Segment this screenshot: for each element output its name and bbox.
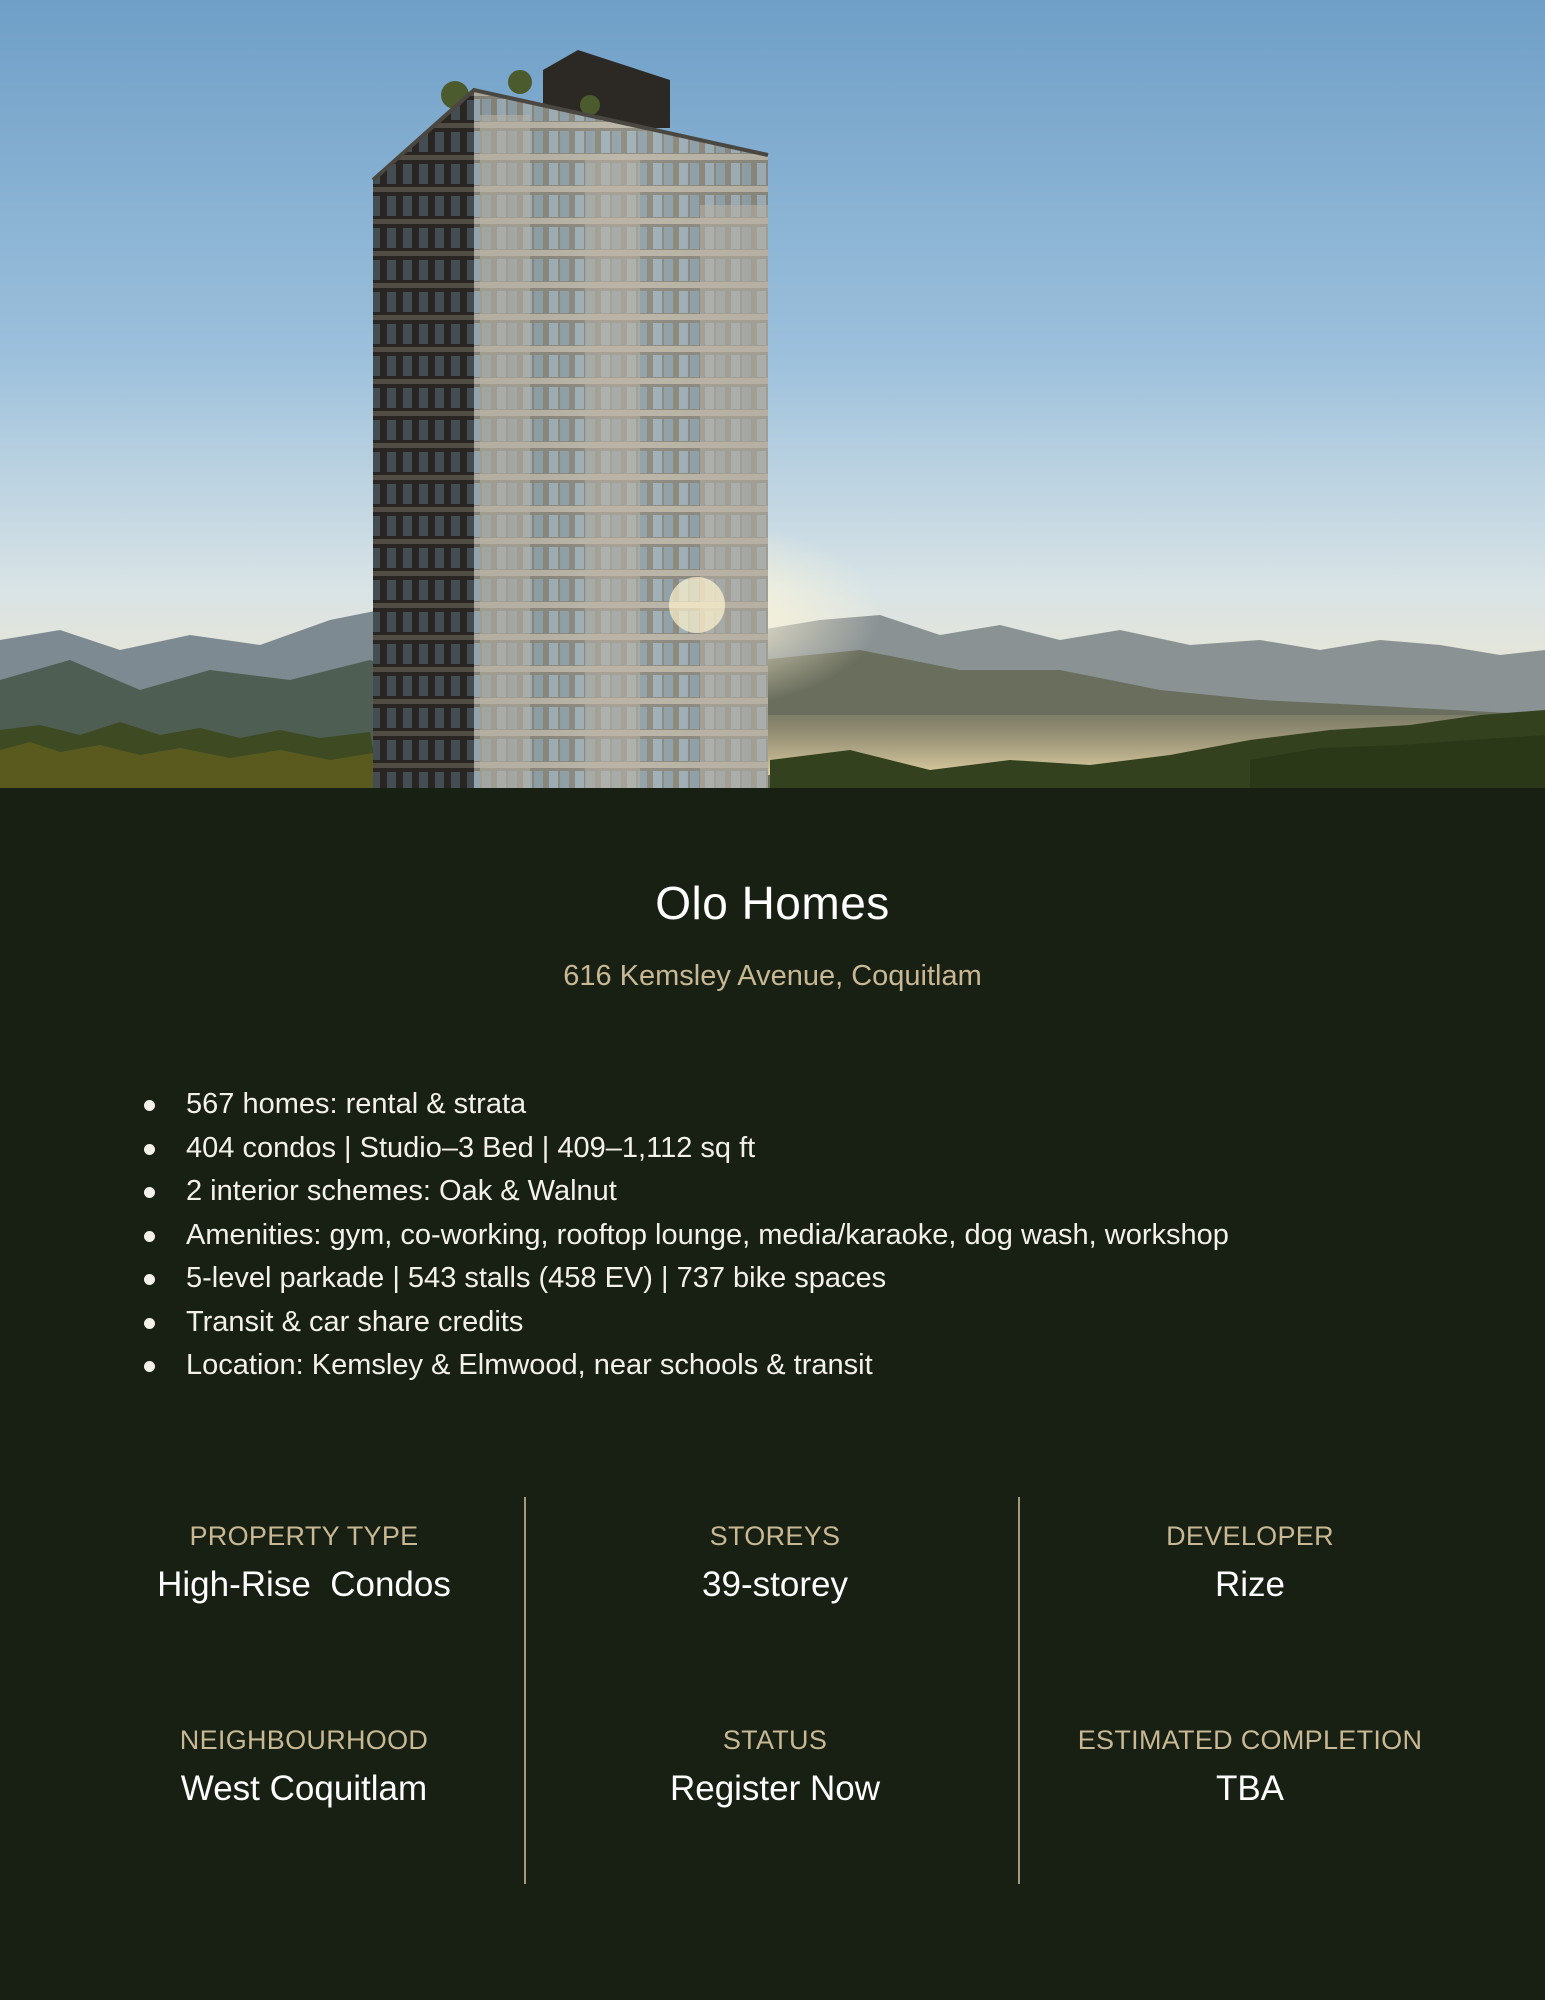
page-title: Olo Homes: [655, 877, 890, 929]
column-divider: [1018, 1497, 1020, 1884]
stat-label: ESTIMATED COMPLETION: [1077, 1725, 1423, 1755]
stat-label: DEVELOPER: [1166, 1521, 1334, 1551]
hero-image: [0, 0, 1545, 788]
stat-value: West Coquitlam: [180, 1769, 428, 1808]
stat-neighbourhood: [104, 1723, 504, 1811]
list-item: Transit & car share credits: [150, 1301, 1229, 1345]
feature-list: [150, 1083, 1229, 1388]
list-item: Location: Kemsley & Elmwood, near schools & transit: [150, 1344, 1229, 1388]
list-item: 404 condos | Studio–3 Bed | 409–1,112 sq ft: [150, 1127, 1229, 1171]
stat-completion: [1050, 1723, 1450, 1811]
stat-label: STOREYS: [709, 1521, 841, 1551]
list-item: Amenities: gym, co-working, rooftop lounge, media/karaoke, dog wash, workshop: [150, 1214, 1229, 1258]
project-address: 616 Kemsley Avenue, Coquitlam: [563, 960, 982, 992]
list-item: 2 interior schemes: Oak & Walnut: [150, 1170, 1229, 1214]
stat-value: 39-storey: [702, 1565, 848, 1604]
stat-label: STATUS: [722, 1725, 828, 1755]
stat-value: Rize: [1214, 1565, 1286, 1604]
column-divider: [524, 1497, 526, 1884]
title-block: [0, 870, 1545, 994]
list-item: 567 homes: rental & strata: [150, 1083, 1229, 1127]
stat-status: [575, 1723, 975, 1811]
list-item: 5-level parkade | 543 stalls (458 EV) | 737 bike spaces: [150, 1257, 1229, 1301]
stat-storeys: [575, 1519, 975, 1607]
stat-value: Register Now: [669, 1769, 881, 1808]
stat-label: PROPERTY TYPE: [189, 1521, 419, 1551]
stat-value: TBA: [1215, 1769, 1285, 1808]
stat-property-type: [104, 1519, 504, 1607]
stat-label: NEIGHBOURHOOD: [179, 1725, 429, 1755]
tower-rendering: [0, 0, 1545, 788]
stat-developer: [1050, 1519, 1450, 1607]
stats-grid: [104, 1497, 1498, 1884]
stat-value: High-Rise Condos: [157, 1565, 451, 1604]
